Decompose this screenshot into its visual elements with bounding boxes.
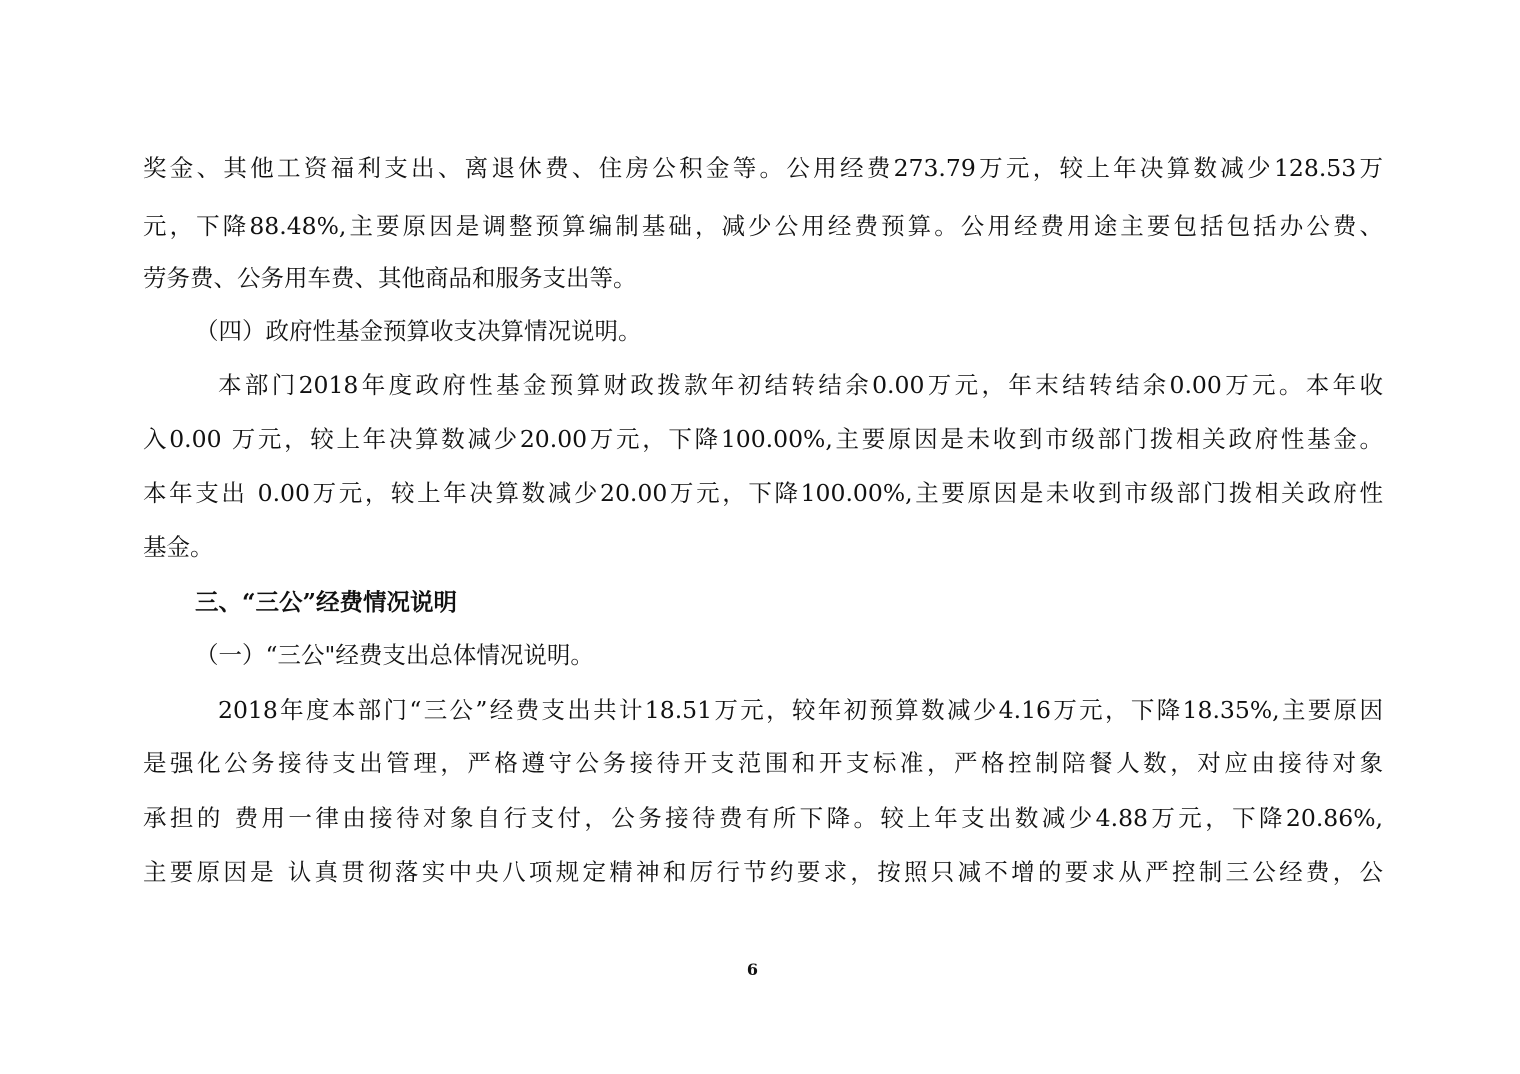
paragraph-line: 2018年度本部门“三公”经费支出共计18.51万元，较年初预算数减少4.16万元，下降18.35%,主要原因: [218, 696, 1383, 724]
paragraph-line: 承担的 费用一律由接待对象自行支付，公务接待费有所下降。较上年支出数减少4.88万元，下降20.86%,: [143, 804, 1383, 832]
paragraph-line: 劳务费、公务用车费、其他商品和服务支出等。: [143, 264, 637, 292]
paragraph-line: 奖金、其他工资福利支出、离退休费、住房公积金等。公用经费273.79万元，较上年决算数减少128.53万: [143, 154, 1383, 182]
chapter-heading: 三、“三公”经费情况说明: [195, 588, 458, 616]
paragraph-line: 入0.00 万元，较上年决算数减少20.00万元，下降100.00%,主要原因是未收到市级部门拨相关政府性基金。: [143, 425, 1383, 453]
paragraph-line: 元，下降88.48%,主要原因是调整预算编制基础，减少公用经费预算。公用经费用途主要包括包括办公费、: [143, 212, 1383, 240]
paragraph-line: 是强化公务接待支出管理，严格遵守公务接待开支范围和开支标准，严格控制陪餐人数，对应由接待对象: [143, 749, 1383, 777]
section-heading: （四）政府性基金预算收支决算情况说明。: [195, 317, 642, 345]
section-heading: （一）“三公"经费支出总体情况说明。: [195, 641, 594, 669]
page-number: 6: [746, 960, 759, 979]
paragraph-line: 主要原因是 认真贯彻落实中央八项规定精神和厉行节约要求，按照只减不增的要求从严控制三公经费，公: [143, 858, 1383, 886]
paragraph-line: 基金。: [143, 533, 214, 561]
paragraph-line: 本部门2018年度政府性基金预算财政拨款年初结转结余0.00万元，年末结转结余0.00万元。本年收: [218, 371, 1383, 399]
paragraph-line: 本年支出 0.00万元，较上年决算数减少20.00万元，下降100.00%,主要原因是未收到市级部门拨相关政府性: [143, 479, 1383, 507]
